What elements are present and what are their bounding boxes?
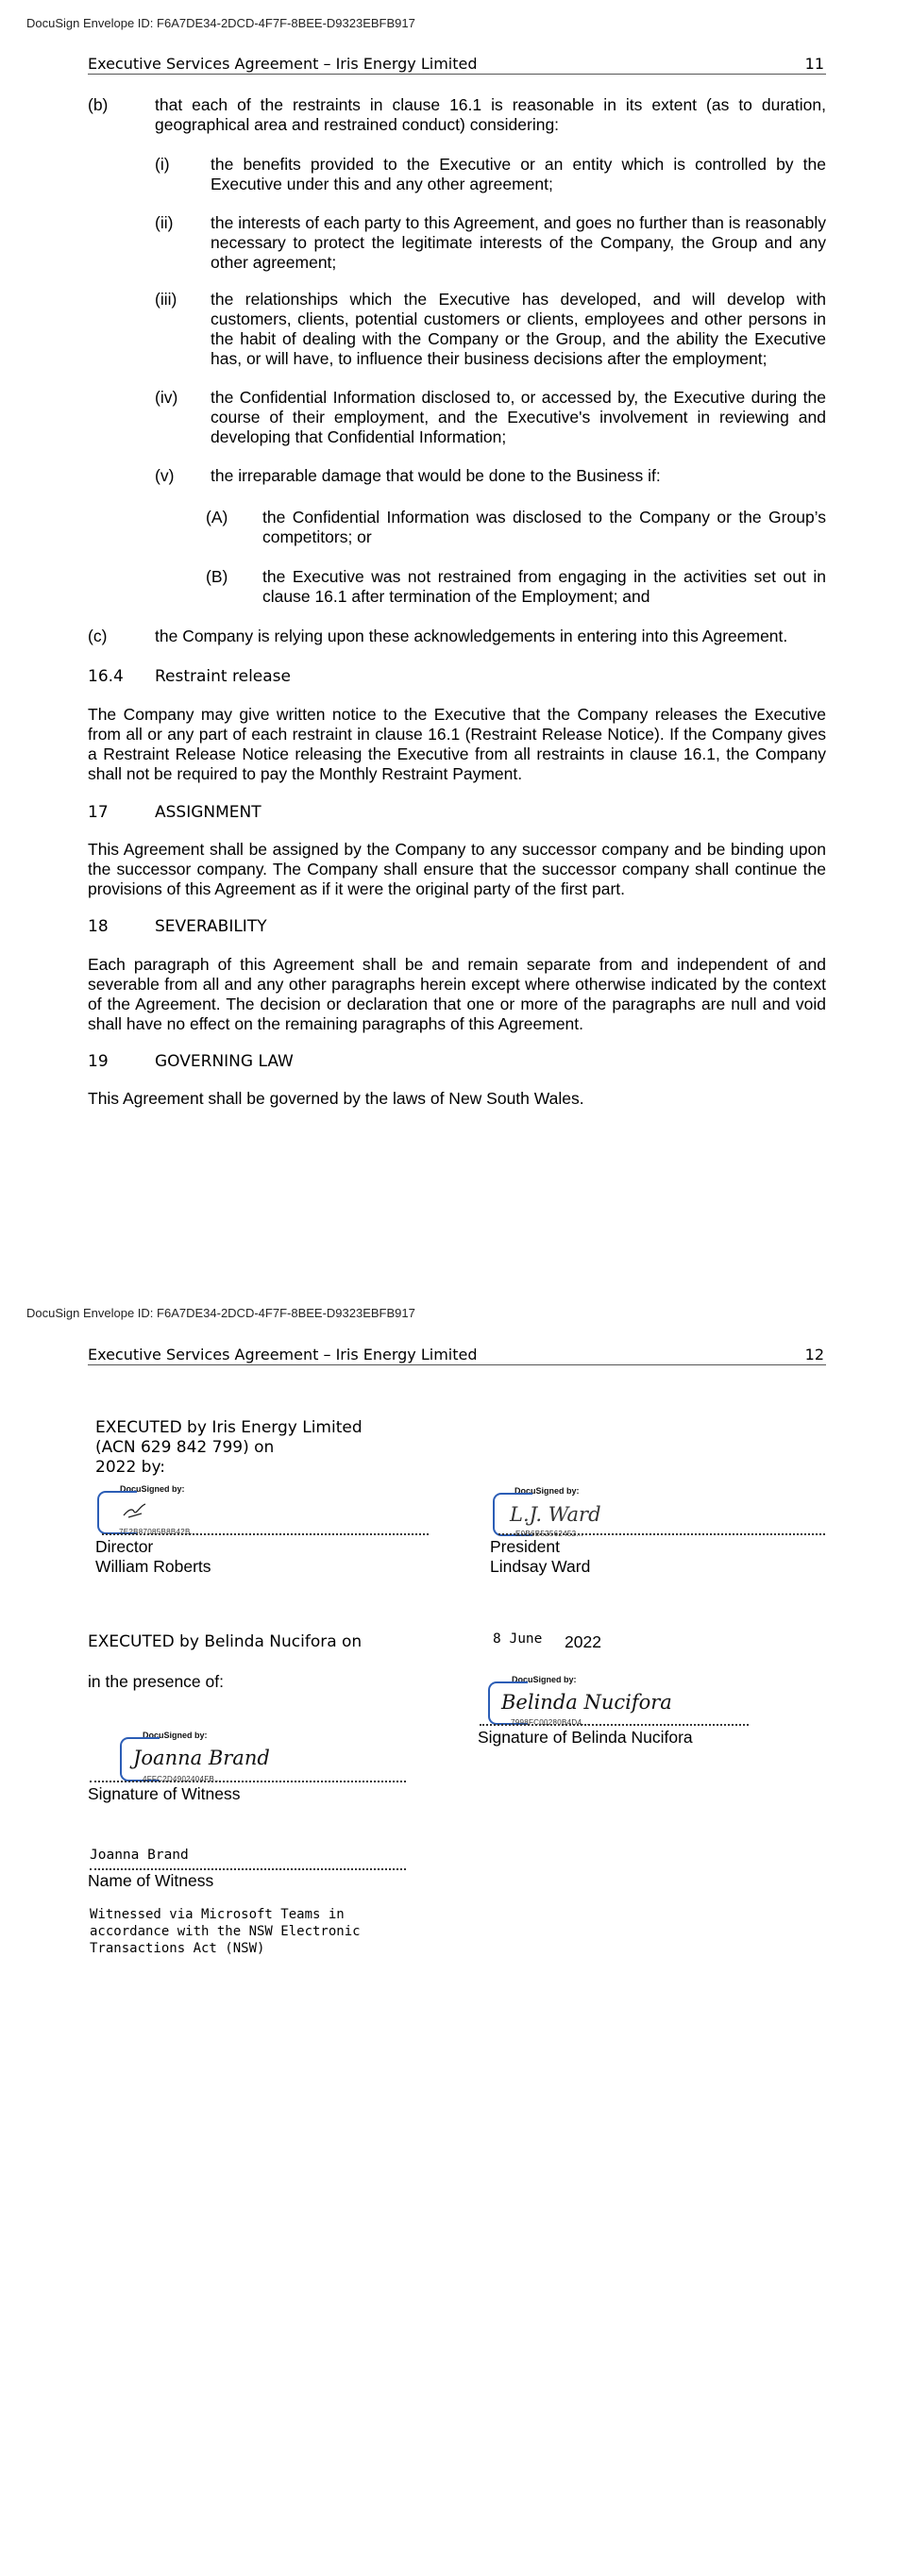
witness-name-line xyxy=(90,1868,406,1870)
witness-caption: Signature of Witness xyxy=(88,1784,241,1803)
envelope-id: DocuSign Envelope ID: F6A7DE34-2DCD-4F7F-8BEE-D9323EBFB917 xyxy=(26,16,415,30)
belinda-signature-id: 7998FC00280B4D4... xyxy=(511,1718,589,1727)
witness-note-line-3: Transactions Act (NSW) xyxy=(90,1941,265,1956)
header-title: Executive Services Agreement – Iris Energy Limited xyxy=(88,1346,478,1363)
witness-note xyxy=(90,1906,361,1957)
clause-iii-number: (iii) xyxy=(155,290,177,309)
director-signature xyxy=(121,1500,149,1521)
witness-name-typed: Joanna Brand xyxy=(90,1848,189,1863)
section-18-text: Each paragraph of this Agreement shall be and remain separate from and independent of and severable from all and any other paragraphs herein except where otherwise indicated by the context of the Agreement. The decision or declaration that one or more of the paragraphs are null and void shall have no effect on the remaining paragraphs of this Agreement. xyxy=(88,955,826,1033)
section-18-number: 18 xyxy=(88,917,109,936)
director-signature-id: 7E2B87085B8B42B... xyxy=(119,1528,198,1536)
director-signature-line xyxy=(102,1533,429,1535)
docusigned-label-president: DocuSigned by: xyxy=(515,1486,580,1496)
section-16-4-text: The Company may give written notice to the Executive that the Company releases the Executive from all or any part of each restraint in clause 16.1 (Restraint Release Notice). If the Company gives a Restraint Release Notice releasing the Executive from all restraints in clause 16.1, the Company shall not be required to pay the Monthly Restraint Payment. xyxy=(88,705,826,783)
page-header xyxy=(88,55,826,75)
clause-v-text: the irreparable damage that would be done to the Business if: xyxy=(211,466,661,485)
director-caption xyxy=(95,1537,211,1577)
company-execution-block xyxy=(95,1418,363,1478)
president-name: Lindsay Ward xyxy=(490,1557,591,1576)
company-exec-line-2: (ACN 629 842 799) on xyxy=(95,1438,275,1457)
clause-A-text: the Confidential Information was disclosed to the Company or the Group’s competitors; or xyxy=(262,508,826,546)
clause-i-text: the benefits provided to the Executive or an entity which is controlled by the Executive under this and any other agreement; xyxy=(211,155,826,193)
company-exec-line-1: EXECUTED by Iris Energy Limited xyxy=(95,1418,363,1437)
clause-i-number: (i) xyxy=(155,155,170,174)
president-signature-line xyxy=(498,1533,825,1535)
page-number: 12 xyxy=(804,1346,824,1363)
clause-v-number: (v) xyxy=(155,466,175,485)
clause-B-text: the Executive was not restrained from engaging in the activities set out in clause 16.1 after termination of the Employment; and xyxy=(262,567,826,606)
president-signature-id: E0B6B52562452... xyxy=(515,1530,583,1538)
section-18-title: SEVERABILITY xyxy=(155,917,267,936)
clause-iv-text: the Confidential Information disclosed to, or accessed by, the Executive during the course of their employment, and the Executive's involvement in reviewing and developing that Confidential Information; xyxy=(211,388,826,446)
witness-note-line-1: Witnessed via Microsoft Teams in xyxy=(90,1907,345,1922)
docusigned-label-director: DocuSigned by: xyxy=(120,1484,185,1494)
page-header-2 xyxy=(88,1346,826,1365)
clause-ii-text: the interests of each party to this Agreement, and goes no further than is reasonably necessary to protect the legitimate interests of the Company, the Group and any other agreement; xyxy=(211,213,826,272)
witness-name-caption: Name of Witness xyxy=(88,1871,214,1890)
in-presence-of: in the presence of: xyxy=(88,1672,224,1691)
president-caption xyxy=(490,1537,590,1577)
company-exec-line-3: 2022 by: xyxy=(95,1458,166,1477)
clause-b-number: (b) xyxy=(88,95,109,114)
envelope-id-page-2: DocuSign Envelope ID: F6A7DE34-2DCD-4F7F-8BEE-D9323EBFB917 xyxy=(26,1306,415,1320)
section-17-title: ASSIGNMENT xyxy=(155,803,261,822)
witness-signature-id: 4FFC2D4902404FB... xyxy=(143,1775,222,1783)
clause-iv-number: (iv) xyxy=(155,388,178,407)
section-19-title: GOVERNING LAW xyxy=(155,1052,294,1071)
page-number: 11 xyxy=(804,55,824,73)
section-17-text: This Agreement shall be assigned by the Company to any successor company and be binding upon the successor company. The Company shall ensure that the successor company shall continue the provisions of this Agreement as if it were the original party of the first part. xyxy=(88,840,826,898)
clause-A-number: (A) xyxy=(206,508,228,527)
belinda-signature: Belinda Nucifora xyxy=(501,1691,672,1714)
section-19-number: 19 xyxy=(88,1052,109,1071)
belinda-signature-line xyxy=(480,1724,749,1726)
execution-date: 8 June xyxy=(493,1631,543,1647)
director-role: Director xyxy=(95,1537,154,1556)
president-role: President xyxy=(490,1537,560,1556)
clause-ii-number: (ii) xyxy=(155,213,174,232)
header-title: Executive Services Agreement – Iris Energy Limited xyxy=(88,55,478,73)
clause-c-text: the Company is relying upon these acknowledgements in entering into this Agreement. xyxy=(155,627,788,645)
execution-year: 2022 xyxy=(565,1632,601,1651)
docusigned-label-belinda: DocuSigned by: xyxy=(512,1675,577,1684)
witness-signature-line xyxy=(90,1781,406,1782)
president-signature: L.J. Ward xyxy=(510,1503,601,1526)
section-17-number: 17 xyxy=(88,803,109,822)
witness-signature: Joanna Brand xyxy=(133,1747,270,1769)
witness-note-line-2: accordance with the NSW Electronic xyxy=(90,1924,361,1939)
docusigned-label-witness: DocuSigned by: xyxy=(143,1731,208,1740)
clause-c-number: (c) xyxy=(88,627,108,645)
clause-B-number: (B) xyxy=(206,567,228,586)
section-16-4-number: 16.4 xyxy=(88,667,124,686)
person-exec-line: EXECUTED by Belinda Nucifora on xyxy=(88,1632,363,1651)
section-16-4-title: Restraint release xyxy=(155,667,291,686)
belinda-caption: Signature of Belinda Nucifora xyxy=(478,1728,693,1747)
clause-b-text: that each of the restraints in clause 16.1 is reasonable in its extent (as to duration, geographical area and restrained conduct) considering: xyxy=(155,95,826,134)
director-name: William Roberts xyxy=(95,1557,211,1576)
clause-iii-text: the relationships which the Executive has developed, and will develop with customers, clients, potential customers or clients, employees and other persons in the habit of dealing with the Company or the Group, and the ability the Executive has, or will have, to influence their business decisions after the employment; xyxy=(211,290,826,368)
section-19-text: This Agreement shall be governed by the laws of New South Wales. xyxy=(88,1089,584,1108)
